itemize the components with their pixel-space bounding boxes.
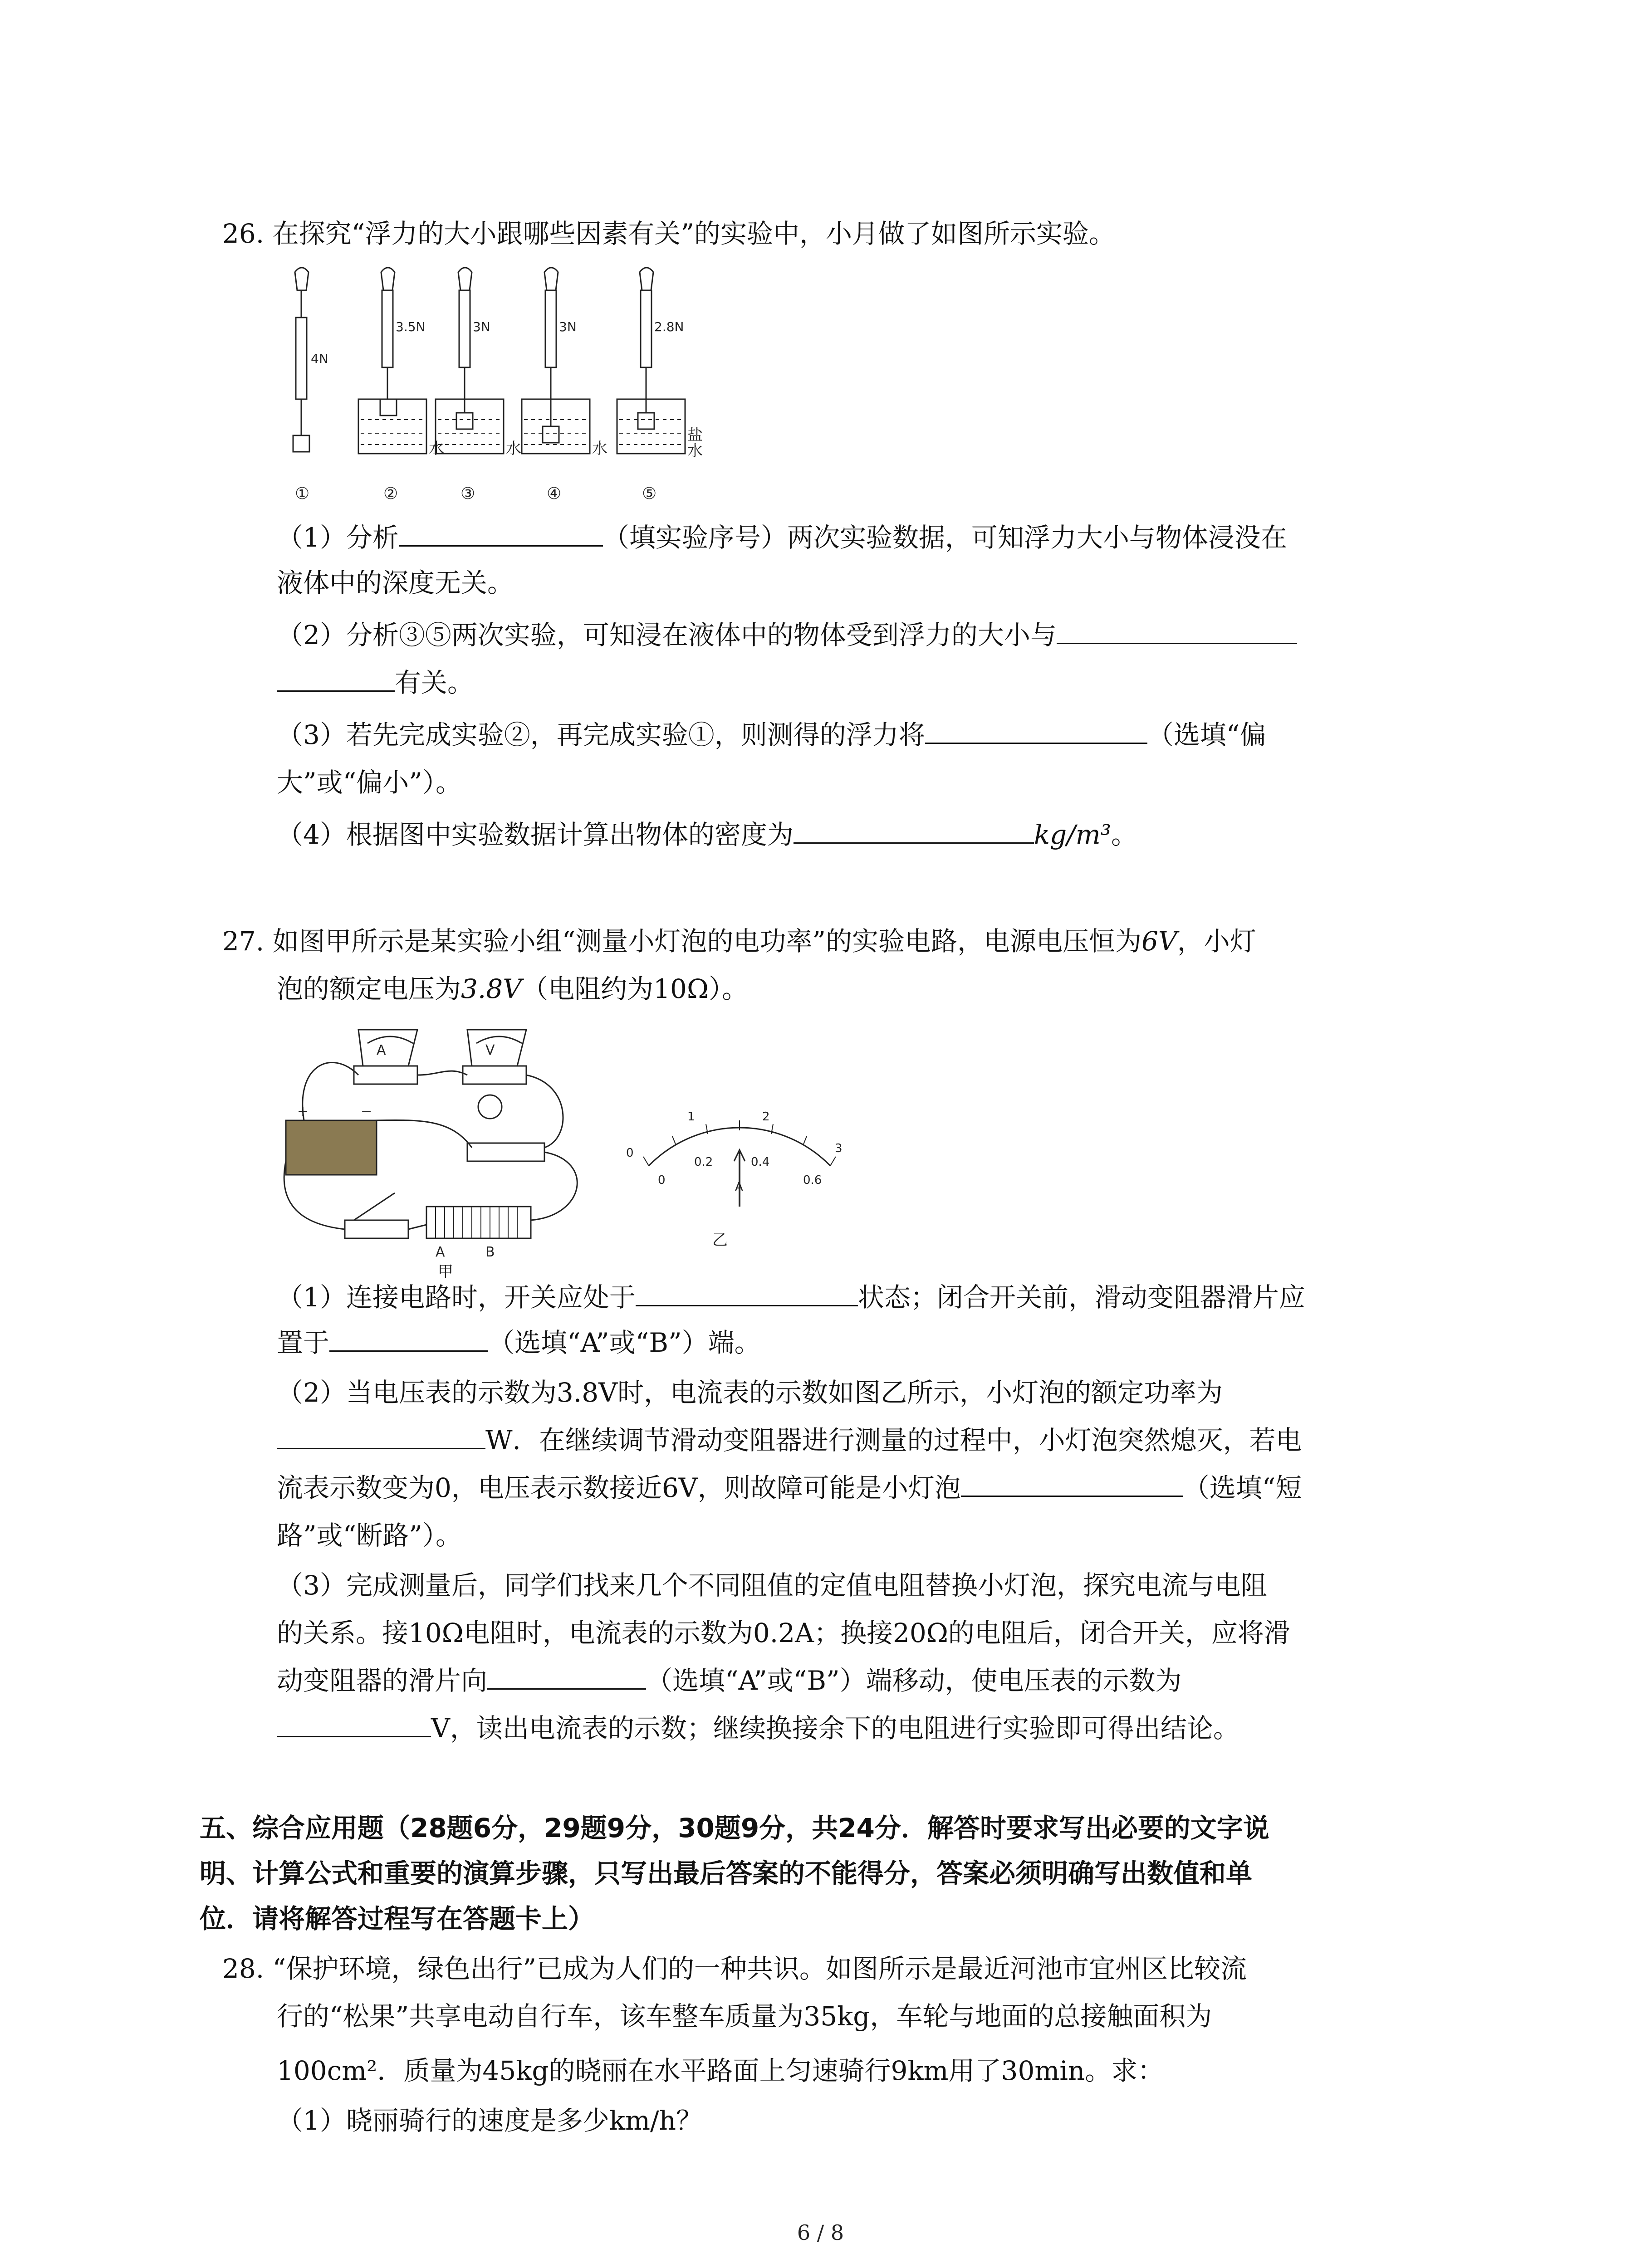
q27-stem-line2: 泡的额定电压为3.8V（电阻约为10Ω）。 bbox=[277, 973, 749, 1004]
svg-text:水: 水 bbox=[429, 440, 444, 458]
svg-text:甲: 甲 bbox=[438, 1263, 453, 1279]
svg-text:②: ② bbox=[383, 484, 398, 503]
q26-figure bbox=[268, 263, 767, 517]
q27-p3-line3: 动变阻器的滑片向 （选填“A”或“B”）端移动，使电压表的示数为 bbox=[277, 1665, 1182, 1696]
q27-p2-line2: W．在继续调节滑动变阻器进行测量的过程中，小灯泡突然熄灭，若电 bbox=[277, 1424, 1302, 1456]
q27-p3-line1: （3）完成测量后，同学们找来几个不同阻值的定值电阻替换小灯泡，探究电流与电阻 bbox=[277, 1570, 1267, 1601]
answer-blank[interactable] bbox=[636, 1282, 858, 1306]
answer-blank[interactable] bbox=[925, 720, 1147, 744]
reading-3: 3N bbox=[473, 319, 490, 334]
reading-2: 3.5N bbox=[396, 319, 426, 334]
q27-p1-line2: 置于 （选填“A”或“B”）端。 bbox=[277, 1327, 761, 1358]
svg-text:0.6: 0.6 bbox=[803, 1173, 822, 1187]
answer-blank[interactable] bbox=[277, 1425, 485, 1449]
q28-sub1: （1）晓丽骑行的速度是多少km/h？ bbox=[277, 2105, 702, 2136]
spring-scale-1 bbox=[293, 268, 309, 452]
answer-blank[interactable] bbox=[329, 1328, 488, 1352]
answer-blank[interactable] bbox=[961, 1473, 1183, 1497]
reading-5: 2.8N bbox=[654, 319, 684, 334]
q26-p3-line2: 大”或“偏小”）。 bbox=[277, 767, 462, 798]
q27-figure-yi bbox=[622, 1089, 857, 1270]
q27-p3-line2: 的关系。接10Ω电阻时，电流表的示数为0.2A；换接20Ω的电阻后，闭合开关，应将滑 bbox=[277, 1618, 1290, 1648]
svg-text:A: A bbox=[735, 1180, 743, 1194]
q27-stem-line1: 27. 如图甲所示是某实验小组“测量小灯泡的电功率”的实验电路，电源电压恒为6V，小灯 bbox=[222, 926, 1256, 957]
reading-4: 3N bbox=[559, 319, 577, 334]
svg-text:−: − bbox=[361, 1104, 372, 1119]
svg-text:3: 3 bbox=[835, 1142, 843, 1155]
svg-text:水: 水 bbox=[506, 440, 521, 458]
q28-line1: 28. “保护环境，绿色出行”已成为人们的一种共识。如图所示是最近河池市宜州区比较流 bbox=[222, 1953, 1247, 1984]
svg-text:①: ① bbox=[295, 484, 310, 503]
q28-line2: 行的“松果”共享电动自行车，该车整车质量为35kg，车轮与地面的总接触面积为 bbox=[277, 2001, 1212, 2032]
q26-stem: 26. 在探究“浮力的大小跟哪些因素有关”的实验中，小月做了如图所示实验。 bbox=[222, 218, 1115, 249]
svg-text:水: 水 bbox=[687, 442, 703, 460]
svg-text:V: V bbox=[485, 1042, 495, 1058]
svg-text:乙: 乙 bbox=[712, 1231, 728, 1249]
q27-p2-line1: （2）当电压表的示数为3.8V时，电流表的示数如图乙所示，小灯泡的额定功率为 bbox=[277, 1377, 1223, 1408]
svg-text:⑤: ⑤ bbox=[642, 484, 657, 503]
q27-figure-jia bbox=[277, 1012, 622, 1279]
q26-p3-line1: （3）若先完成实验②，再完成实验①，则测得的浮力将 （选填“偏 bbox=[277, 719, 1266, 750]
svg-text:2: 2 bbox=[762, 1110, 770, 1124]
spring-scale-5 bbox=[617, 268, 685, 454]
svg-text:0.4: 0.4 bbox=[751, 1155, 770, 1169]
answer-blank[interactable] bbox=[399, 523, 603, 547]
reading-1: 4N bbox=[311, 351, 328, 366]
q26-p4: （4）根据图中实验数据计算出物体的密度为 kg/m³。 bbox=[277, 819, 1137, 850]
q26-p2-line2: 有关。 bbox=[277, 667, 474, 699]
svg-text:1: 1 bbox=[687, 1110, 695, 1124]
section5-heading-line1: 五、综合应用题（28题6分，29题9分，30题9分，共24分．解答时要求写出必要的文字说 bbox=[200, 1813, 1269, 1843]
spring-scale-2 bbox=[358, 268, 426, 454]
q27-p2-line3: 流表示数变为0，电压表示数接近6V，则故障可能是小灯泡 （选填“短 bbox=[277, 1472, 1302, 1503]
svg-text:盐: 盐 bbox=[687, 426, 703, 444]
svg-text:0: 0 bbox=[626, 1146, 634, 1160]
svg-text:0.2: 0.2 bbox=[694, 1155, 713, 1169]
q26-p2-line1: （2）分析③⑤两次实验，可知浸在液体中的物体受到浮力的大小与 bbox=[277, 619, 1297, 651]
section5-heading-line3: 位．请将解答过程写在答题卡上） bbox=[200, 1903, 595, 1934]
q26-p1-line1: （1）分析 （填实验序号）两次实验数据，可知浮力大小与物体浸没在 bbox=[277, 522, 1287, 553]
answer-blank[interactable] bbox=[487, 1666, 646, 1690]
svg-text:B: B bbox=[485, 1244, 495, 1260]
spring-scale-3 bbox=[436, 268, 504, 454]
q27-p3-line4: V，读出电流表的示数；继续换接余下的电阻进行实验即可得出结论。 bbox=[277, 1712, 1239, 1744]
svg-text:水: 水 bbox=[592, 440, 607, 458]
svg-text:③: ③ bbox=[460, 484, 475, 503]
answer-blank[interactable] bbox=[277, 1713, 431, 1737]
answer-blank[interactable] bbox=[277, 668, 395, 692]
svg-text:0: 0 bbox=[658, 1173, 666, 1187]
svg-text:A: A bbox=[377, 1042, 386, 1058]
svg-text:+: + bbox=[297, 1104, 309, 1119]
q26-p1-line2: 液体中的深度无关。 bbox=[277, 567, 514, 598]
q27-p2-line4: 路”或“断路”）。 bbox=[277, 1520, 462, 1551]
section5-heading-line2: 明、计算公式和重要的演算步骤，只写出最后答案的不能得分，答案必须明确写出数值和单 bbox=[200, 1858, 1253, 1889]
answer-blank[interactable] bbox=[1057, 620, 1297, 644]
page-number: 6 / 8 bbox=[797, 2220, 844, 2245]
q27-p1-line1: （1）连接电路时，开关应处于 状态；闭合开关前，滑动变阻器滑片应 bbox=[277, 1282, 1305, 1313]
q28-line3: 100cm²．质量为45kg的晓丽在水平路面上匀速骑行9km用了30min。求： bbox=[277, 2055, 1164, 2086]
svg-text:④: ④ bbox=[547, 484, 562, 503]
svg-text:A: A bbox=[436, 1244, 445, 1260]
spring-scale-4 bbox=[522, 268, 590, 454]
answer-blank[interactable] bbox=[794, 820, 1034, 844]
